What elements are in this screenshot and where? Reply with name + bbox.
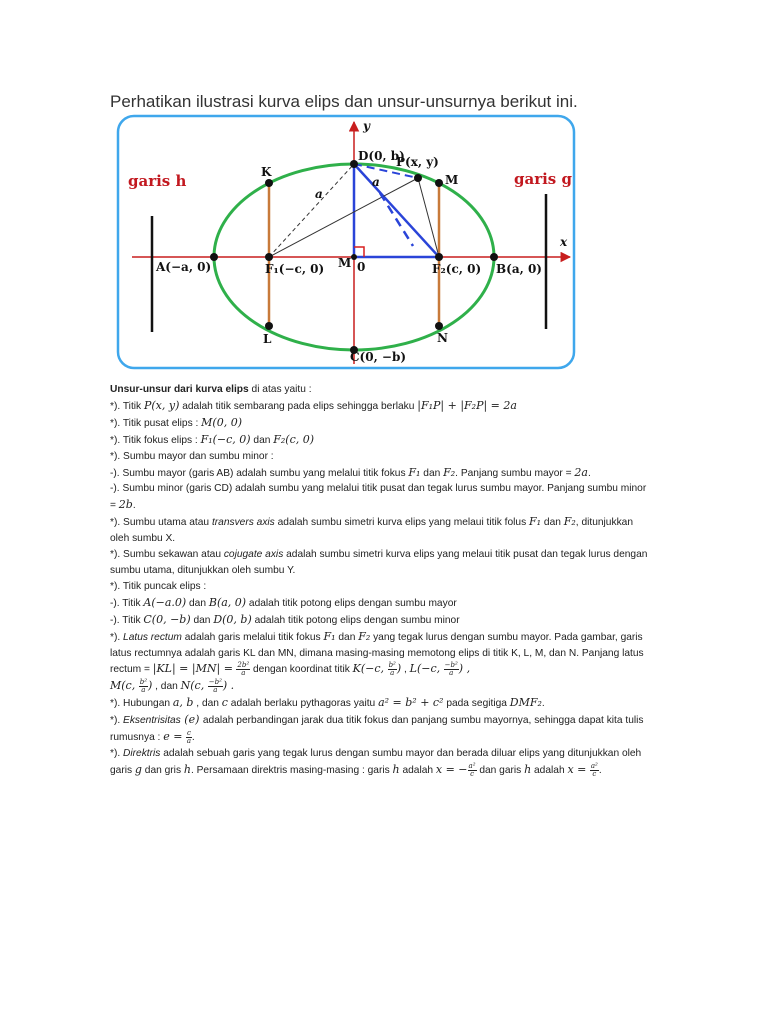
label-garis-g: garis g — [514, 170, 572, 188]
text-span: *). Sumbu sekawan atau — [110, 549, 224, 561]
fraction — [139, 679, 148, 694]
text-italic: Eksentrisitas — [123, 715, 181, 727]
math-span: ) . — [222, 679, 235, 693]
math-span: F₂ — [563, 515, 576, 529]
fraction — [236, 662, 250, 677]
text-line — [110, 382, 650, 398]
text-span: , dan — [193, 698, 222, 710]
math-span: x = − — [435, 762, 468, 776]
fraction-numerator: a² — [590, 761, 598, 770]
math-span: F₂ — [358, 629, 371, 643]
label-k: K — [261, 165, 272, 179]
text-span: adalah sebuah garis yang tegak lurus dengan sumbu mayor dan berada diluar elips yang ditunjukkan oleh garis — [110, 747, 642, 776]
fraction-numerator: c — [186, 728, 191, 737]
fraction — [388, 662, 397, 677]
text-span: . — [541, 698, 545, 710]
text-line — [110, 449, 650, 465]
point-d — [350, 160, 358, 168]
text-span: , — [401, 664, 410, 676]
text-span: *). — [110, 747, 124, 759]
text-span: *). — [110, 715, 124, 727]
math-span: 2a — [574, 465, 588, 479]
point-p — [414, 174, 422, 182]
text-line — [110, 595, 650, 612]
text-span: adalah sumbu simetri kurva elips yang melaui titik pusat dan tegak lurus dengan sumbu utama, ditunjukkan oleh sumbu Y. — [110, 549, 648, 576]
math-span: L(−c, — [409, 662, 444, 676]
fraction-numerator: b² — [139, 678, 148, 687]
f1-to-p-line — [269, 178, 418, 257]
text-span: *). Titik pusat elips : — [110, 417, 202, 429]
text-line — [110, 432, 650, 449]
text-span: *). Sumbu utama atau — [110, 517, 212, 529]
math-span: h — [183, 762, 191, 776]
text-bold: Unsur-unsur dari kurva elips — [110, 384, 249, 395]
math-span: DMF₂ — [509, 696, 542, 710]
label-p: P(x, y) — [396, 155, 439, 169]
text-span: adalah sumbu simetri kurva elips yang melaui titik folus — [274, 517, 530, 529]
math-span: 2b — [118, 498, 133, 512]
text-line — [110, 514, 650, 547]
label-a-right: a — [372, 175, 380, 189]
fraction-numerator: a² — [468, 761, 476, 770]
text-span: . — [598, 764, 602, 776]
text-line — [110, 612, 650, 629]
math-span: K(−c, — [352, 662, 388, 676]
fraction-denominator: a — [213, 686, 218, 695]
text-span: dengan koordinat titik — [250, 664, 353, 676]
text-span: adalah titik sembarang pada elips sehingga berlaku — [179, 400, 418, 412]
fraction — [590, 763, 599, 778]
math-span: M(0, 0) — [201, 415, 242, 429]
math-span: |F₁P| + |F₂P| = 2a — [417, 398, 517, 412]
text-line — [110, 481, 650, 514]
text-span: dan — [186, 597, 209, 609]
math-span: P(x, y) — [143, 398, 180, 412]
point-b — [490, 253, 498, 261]
text-span: dan — [190, 614, 214, 626]
math-span: a, b — [172, 696, 194, 710]
point-l — [265, 322, 273, 330]
math-span: F₁ — [529, 515, 542, 529]
text-line — [110, 629, 650, 679]
fraction-denominator: c — [470, 769, 474, 778]
math-span: ) — [396, 662, 402, 676]
text-line — [110, 712, 650, 746]
fraction-denominator: a — [449, 669, 454, 678]
fraction-numerator: −b² — [208, 678, 222, 687]
text-italic: Direktris — [123, 747, 161, 759]
figure-frame — [118, 116, 574, 368]
math-span: D(0, b) — [213, 612, 252, 626]
text-span: . — [132, 500, 136, 512]
fraction-denominator: c — [592, 769, 597, 778]
text-span: adalah titik potong elips dengan sumbu minor — [251, 614, 460, 626]
label-y-axis: y — [363, 119, 370, 133]
text-span: *). Sumbu mayor dan sumbu minor : — [110, 450, 274, 462]
text-line — [110, 695, 650, 712]
text-span: dan — [541, 517, 564, 529]
label-m-point: M — [445, 173, 459, 187]
math-span: ) — [148, 679, 153, 693]
math-span: C(0, −b) — [143, 612, 191, 626]
text-span: adalah perbandingan jarak dua titik fokus dan panjang sumbu mayornya, sehingga dapat kita tulis rumusnya : — [110, 715, 644, 744]
text-italic: cojugate axis — [223, 549, 284, 561]
text-span: *). Hubungan — [110, 698, 173, 710]
text-span: -). Titik — [110, 597, 144, 609]
fraction — [444, 662, 459, 677]
text-span: dan — [420, 467, 444, 479]
math-span: g — [134, 762, 142, 776]
text-span: , dan — [152, 681, 181, 693]
text-span: adalah — [531, 764, 568, 776]
text-line — [110, 465, 650, 482]
text-span: adalah garis melalui titik fokus — [181, 631, 324, 643]
point-m — [435, 179, 443, 187]
text-line — [110, 678, 650, 695]
fraction-denominator: a — [241, 669, 246, 678]
text-line — [110, 746, 650, 779]
point-n — [435, 322, 443, 330]
math-span: ) , — [458, 662, 471, 676]
math-span: F₂(c, 0) — [273, 432, 315, 446]
math-span: e = — [163, 730, 186, 744]
label-f1: F₁(−c, 0) — [265, 262, 325, 276]
label-l: L — [263, 332, 272, 346]
text-span: *). Titik fokus elips : — [110, 434, 201, 446]
explanation-text — [110, 382, 650, 779]
text-span: dan gris — [141, 764, 184, 776]
math-span: c — [221, 696, 228, 710]
text-line — [110, 398, 650, 415]
text-span: *). Titik puncak elips : — [110, 580, 207, 592]
text-span: , ditunjukkan oleh sumbu X. — [110, 517, 633, 545]
label-c: C(0, −b) — [350, 350, 407, 364]
text-italic: Latus rectum — [123, 631, 182, 643]
text-span: dan — [335, 631, 359, 643]
text-span: -). Sumbu minor (garis CD) adalah sumbu yang melalui titik pusat dan tegak lurus sumbu mayor. Panjang sumbu minor = — [110, 483, 647, 512]
label-d: D(0, b) — [358, 149, 405, 163]
text-span: *). — [110, 631, 124, 643]
label-zero: 0 — [357, 260, 366, 274]
text-span: *). Titik — [110, 400, 144, 412]
math-span: M(c, — [110, 679, 139, 693]
text-span: pada segitiga — [443, 698, 510, 710]
math-span: x = — [567, 762, 590, 776]
text-line — [110, 547, 650, 579]
math-span: F₁ — [323, 629, 336, 643]
ellipse-diagram — [110, 114, 576, 372]
fraction-denominator: a — [186, 736, 192, 745]
point-k — [265, 179, 273, 187]
f2-to-p-dashed — [380, 193, 413, 246]
fraction-denominator: a — [390, 669, 395, 678]
point-f1 — [265, 253, 273, 261]
fraction-numerator: b² — [388, 661, 396, 670]
math-span: F₂ — [443, 465, 456, 479]
text-span: . Persamaan direktris masing-masing : garis — [190, 764, 393, 776]
math-span: F₁(−c, 0) — [200, 432, 251, 446]
text-span: . — [191, 732, 195, 744]
label-x-axis: x — [560, 235, 568, 249]
label-a-left: a — [315, 187, 323, 201]
math-span: (e) — [180, 713, 203, 727]
text-italic: transvers axis — [211, 517, 275, 529]
text-span: . Panjang sumbu mayor = — [455, 467, 575, 479]
label-n: N — [437, 331, 448, 345]
math-span: F₁ — [408, 465, 421, 479]
label-garis-h: garis h — [128, 172, 187, 190]
fraction-denominator: a — [141, 686, 146, 695]
fraction-numerator: 2b² — [237, 661, 250, 670]
ellipse-figure — [110, 114, 576, 372]
math-span: h — [392, 762, 400, 776]
math-span: h — [524, 762, 532, 776]
text-span: adalah berlaku pythagoras yaitu — [227, 698, 379, 710]
text-span: adalah — [399, 764, 436, 776]
text-span: -). Titik — [110, 614, 144, 626]
text-span: yang tegak lurus dengan sumbu mayor. Pada gambar, garis latus rectumnya adalah garis KL dan MN, dimana masing-masing memotong elips di titik K, L, M, dan N. Panjang latus rectum = — [110, 631, 644, 676]
math-span: N(c, — [180, 679, 208, 693]
text-line — [110, 415, 650, 432]
text-span: di atas yaitu : — [248, 384, 312, 395]
text-span: dan garis — [476, 764, 525, 776]
math-span: A(−a.0) — [143, 595, 187, 609]
fraction — [208, 679, 223, 694]
fraction-numerator: −b² — [444, 661, 458, 670]
fraction — [468, 763, 477, 778]
label-f2: F₂(c, 0) — [432, 262, 482, 276]
label-center-m: M — [338, 256, 352, 270]
text-line — [110, 579, 650, 595]
label-a-point: A(−a, 0) — [156, 260, 212, 274]
text-span: . — [587, 467, 591, 479]
math-span: |KL| = |MN| = — [152, 662, 237, 676]
text-span: -). Sumbu mayor (garis AB) adalah sumbu yang melalui titik fokus — [110, 467, 409, 479]
point-f2 — [435, 253, 443, 261]
math-span: a² = b² + c² — [378, 696, 444, 710]
page-heading: Perhatikan ilustrasi kurva elips dan unsur-unsurnya berikut ini. — [110, 92, 578, 111]
math-span: B(a, 0) — [208, 595, 247, 609]
text-span: adalah titik potong elips dengan sumbu mayor — [246, 597, 457, 609]
text-span: dan — [250, 434, 274, 446]
label-b-point: B(a, 0) — [496, 262, 542, 276]
